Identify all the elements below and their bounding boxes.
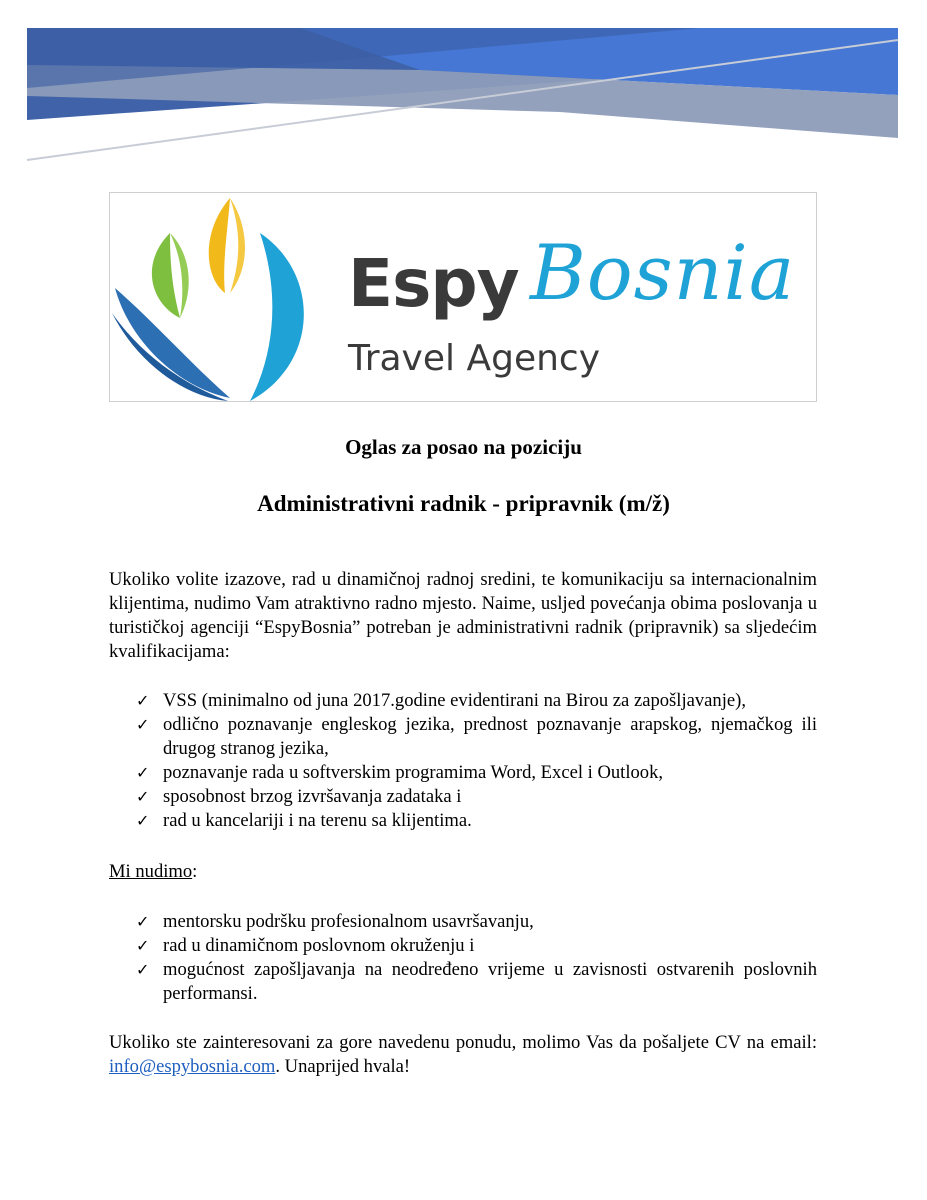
offer-heading: Mi nudimo: <box>109 861 198 882</box>
logo-name-primary: Espy <box>348 245 519 322</box>
email-link[interactable]: info@espybosnia.com <box>109 1056 276 1077</box>
list-item: ✓ odlično poznavanje engleskog jezika, prednost poznavanje arapskog, njemačkog ili drugog stranog jezika, <box>136 714 817 759</box>
checkmark-icon: ✓ <box>136 763 150 782</box>
list-item: ✓ poznavanje rada u softverskim programima Word, Excel i Outlook, <box>136 762 664 783</box>
checkmark-icon: ✓ <box>136 811 150 830</box>
list-item: ✓ rad u kancelariji i na terenu sa klijentima. <box>136 810 472 831</box>
checkmark-icon: ✓ <box>136 960 150 979</box>
logo-name-secondary: Bosnia <box>530 228 796 317</box>
job-position-title: Administrativni radnik - pripravnik (m/ž) <box>257 491 670 516</box>
list-item: ✓ sposobnost brzog izvršavanja zadataka i <box>136 786 462 807</box>
header-banner <box>0 0 927 170</box>
list-item: ✓ VSS (minimalno od juna 2017.godine evidentirani na Birou za zapošljavanje), <box>136 690 746 711</box>
logo-subtitle: Travel Agency <box>348 338 600 379</box>
offer-list <box>136 910 817 1006</box>
job-ad-heading: Oglas za posao na poziciju <box>345 435 582 459</box>
checkmark-icon: ✓ <box>136 787 150 806</box>
checkmark-icon: ✓ <box>136 936 150 955</box>
company-logo <box>109 192 817 402</box>
checkmark-icon: ✓ <box>136 715 150 734</box>
list-item: ✓ mentorsku podršku profesionalnom usavršavanju, <box>136 911 534 932</box>
list-item: ✓ rad u dinamičnom poslovnom okruženju i <box>136 935 475 956</box>
checkmark-icon: ✓ <box>136 691 150 710</box>
checkmark-icon: ✓ <box>136 912 150 931</box>
closing-paragraph: Ukoliko ste zainteresovani za gore navedenu ponudu, molimo Vas da pošaljete CV na email: info@espybosnia.com. Unaprijed hvala! <box>109 1032 817 1077</box>
intro-paragraph: Ukoliko volite izazove, rad u dinamičnoj radnoj sredini, te komunikaciju sa internacionalnim klijentima, nudimo Vam atraktivno radno mjesto. Naime, usljed povećanja obima poslovanja u turističkoj agenciji “EspyBosnia” potreban je administrativni radnik (pripravnik) sa sljedećim kvalifikacijama: <box>109 569 817 662</box>
lotus-icon <box>110 193 330 402</box>
list-item: ✓ mogućnost zapošljavanja na neodređeno vrijeme u zavisnosti ostvarenih poslovnih performansi. <box>136 959 817 1004</box>
qualifications-list <box>136 689 817 833</box>
